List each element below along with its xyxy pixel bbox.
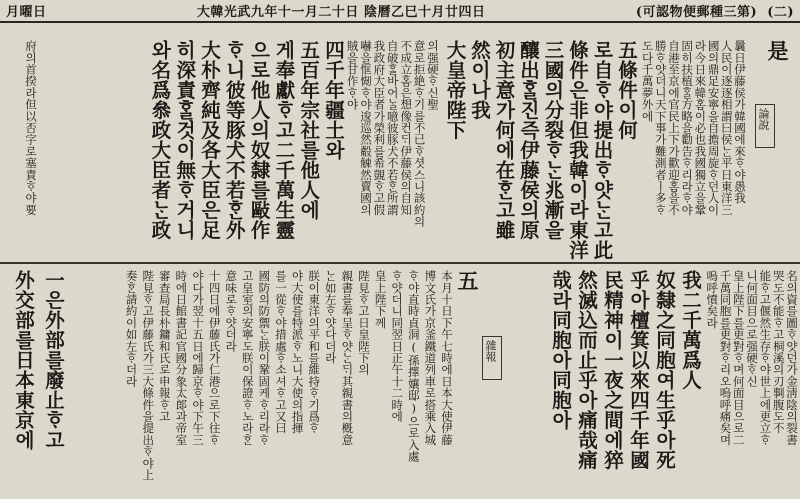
editorial-large-column: 然이나我 — [468, 40, 491, 120]
editorial-large-column: 釀出ᄒᆞᆯ진즉伊藤侯의原 — [517, 40, 540, 240]
news-text-column: 本月十日下午七時에日本大使伊藤 — [440, 270, 454, 446]
editorial-large-column: 로自ᄒᆞ야提出ᄒᆞ얏ᄂᆞᆫ고此 — [590, 40, 614, 260]
editorial-large-column: 五條件이何 — [615, 40, 638, 140]
news-text-column: 親書를奉呈ᄒᆞ얏ᄂᆞᆫᄃᆡ其親書의槪意 — [340, 270, 355, 446]
editorial-text-column: 嚇을恇㥘ᄒᆞ야逡巡然觳觫然賣國의 — [359, 40, 373, 216]
news-text-column: 皇上陛下께 — [373, 270, 388, 329]
news-text-column: 朕이東洋의平和를維持ᄒᆞ기爲ᄒᆞ — [307, 270, 322, 434]
news-text-column: 十四日에伊藤氏가仁港으로下往ᄒᆞ — [207, 270, 222, 446]
editorial-large-column: 으로他人의奴隸를敺作 — [247, 40, 271, 240]
masthead-bar — [0, 0, 800, 23]
news-text-column: 야다가翌十五日에歸京ᄒᆞ야下午三 — [191, 270, 205, 446]
editorial-title: 是 — [765, 40, 790, 62]
news-text-column: 時에日館書記官國分象太郞과帝室 — [174, 270, 189, 446]
editorial-text-column: 哭도不能ᄒᆞ고桐溪의刃剚腹도不 — [771, 270, 786, 434]
editorial-text-column: 라今日來韓홈이必也我國獨立을鞏 — [693, 40, 708, 216]
editorial-large-column: 와名爲叅政大臣者ᄂᆞᆫ政 — [148, 40, 172, 240]
news-text-column: 國防의防禦ᄂᆞᆫ朕이鞏固케ᄒᆞ리라ᄒᆞ — [257, 270, 272, 446]
editorial-text-column: 皇上陛下를更對ᄒᆞ며何面目으로二 — [731, 270, 746, 446]
news-large-column: 一은外部를廢止ᄒᆞ고 — [42, 270, 65, 450]
editorial-large-column: 大朴齊純及各大臣은足 — [198, 40, 221, 240]
news-text-column: 를一從ᄒᆞ야措處ᄒᆞ소셔ᄒᆞ고又曰 — [274, 270, 288, 434]
news-text-column: ᄒᆞ야直時貞洞(孫擇孃邸)으로入處 — [406, 270, 421, 463]
horizontal-divider — [0, 262, 800, 264]
editorial-large-column: 乎아檀箕以來四千年國 — [627, 270, 650, 470]
news-text-column: ᄂᆞᆫ如左ᄒᆞ얏다더라 — [323, 270, 338, 364]
editorial-text-column: 嗚呼憤矣라 — [705, 270, 720, 329]
news-text-column: 審查局長朴鏞和氏로申報ᄒᆞ고 — [157, 270, 172, 423]
editorial-text-column: 不成立홈은想像컨ᄃᆡ伊藤侯의自知 — [399, 40, 414, 216]
news-text-column: 意味로ᄒᆞ얏더라 — [224, 270, 239, 352]
editorial-large-column: 五百年宗社를他人에 — [297, 40, 321, 220]
news-text-column: 고皇室의安寧도朕이保證ᄒᆞ노라ᄒᆞᆫ — [240, 270, 255, 446]
editorial-text-column: 名의資를圖ᄒᆞ얏던가金淸陰의裂書 — [785, 270, 799, 446]
news-text-column: ᄒᆞ얏더니同翌日正午十二時에 — [390, 270, 405, 423]
editorial-large-column: 大皇帝陛下 — [443, 40, 467, 140]
news-text-column: 奏ᄒᆞᆫ請約이如左ᄒᆞ더라 — [124, 270, 139, 387]
editorial-text-column: 人民이逐逐相謂曰侯ᄂᆞᆫ平日東洋三 — [719, 40, 734, 216]
editorial-text-column: 니何面目으로强硬ᄒᆞ신 — [745, 270, 760, 387]
editorial-text-column: 勝ᄒᆞ얏더니天下事가難測者ㅣ多ᄒᆞ — [653, 40, 668, 216]
editorial-text-column: 固히扶植ᄒᆞᆯ方略을勸告ᄒᆞ리라ᄒᆞ야 — [680, 40, 695, 216]
editorial-text-column: 府의首揆라但以否字로塞責ᄒᆞ야要 — [24, 40, 38, 216]
editorial-large-column: 條件은非但我韓이라東洋 — [566, 40, 589, 260]
editorial-section-label: 論說 — [757, 108, 770, 130]
news-headline: 五 — [455, 270, 480, 292]
weekday: 月曜日 — [6, 5, 47, 20]
news-text-column: 陛見ᄒᆞ고伊藤氏가三大條件을提出ᄒᆞ야上 — [141, 270, 156, 481]
editorial-large-column: 奴隸之同胞여生乎아死 — [653, 270, 676, 470]
editorial-large-column: 哉라同胞아同胞아 — [549, 270, 572, 430]
news-text-column: 博文氏가京釜鐵道列車로搭乘入城 — [423, 270, 438, 446]
editorial-large-column: 게奉獻ᄒᆞ고二千萬生靈 — [272, 40, 296, 240]
editorial-large-column: 然滅込而止乎아痛哉痛 — [575, 270, 598, 470]
news-section-label: 雜報 — [484, 340, 497, 362]
news-text-column: 陛見ᄒᆞ고日皇陛下의 — [357, 270, 371, 376]
editorial-text-column: 도다千萬夢外에 — [640, 40, 655, 122]
editorial-large-column: ᄒᆞ니彼等豚犬不若ᄒᆞᆫ外 — [222, 40, 246, 240]
editorial-text-column: 曩日伊藤侯가韓國에來ᄒᆞ야愚我 — [733, 40, 747, 204]
editorial-large-column: 我二千萬爲人 — [679, 270, 702, 390]
editorial-text-column: 의强硬ᄒᆞ신聖 — [426, 40, 440, 111]
editorial-large-column: 初主意가何에在ᄒᆞᆫ고雖 — [492, 40, 516, 240]
editorial-large-column: 히深責ᄒᆞᆯ것이無ᄒᆞ거니 — [173, 40, 197, 240]
issue-date: 大韓光武九年十一月二十日 陰曆乙巳十月廿四日 — [196, 5, 486, 20]
editorial-text-column: 我政府大臣者가榮利를希覬ᄒᆞ고假 — [372, 40, 387, 216]
editorial-large-column: 三國의分裂ᄒᆞᄂᆞᆫ兆漸을 — [541, 40, 565, 240]
editorial-text-column: 國의鼎足安寧을自擔周旋ᄒᆞ던人이 — [706, 40, 721, 216]
paper-title: (可認物便郵種三第) — [635, 5, 758, 20]
editorial-text-column: 自港至京에官民上下가歡迎홈을不 — [667, 40, 681, 216]
editorial-text-column: 意로拒絶ᄒᆞ기를不已ᄒᆞ셧스니該約의 — [412, 40, 427, 228]
news-large-column: 外交部를日本東京에 — [12, 270, 35, 450]
editorial-large-column: 四千年疆土와 — [322, 40, 345, 160]
editorial-text-column: 千萬同胞를更對ᄒᆞ리오嗚呼痛矣며 — [718, 270, 733, 446]
page-number: (二) — [767, 5, 794, 20]
editorial-text-column: 能ᄒᆞ고偃然生存ᄒᆞ야世上에更立ᄒᆞ — [758, 270, 773, 446]
news-text-column: 야大使를特派ᄒᆞ노니大使의指揮 — [290, 270, 305, 434]
editorial-large-column: 民精神이一夜之間에猝 — [601, 270, 624, 470]
editorial-text-column: 賊을甘作ᄒᆞ야 — [345, 40, 360, 111]
editorial-text-column: 自破ᄒᆞᆯ바어ᄂᆞᆯ噫彼豚犬不若ᄒᆞᆫ所謂 — [385, 40, 400, 216]
